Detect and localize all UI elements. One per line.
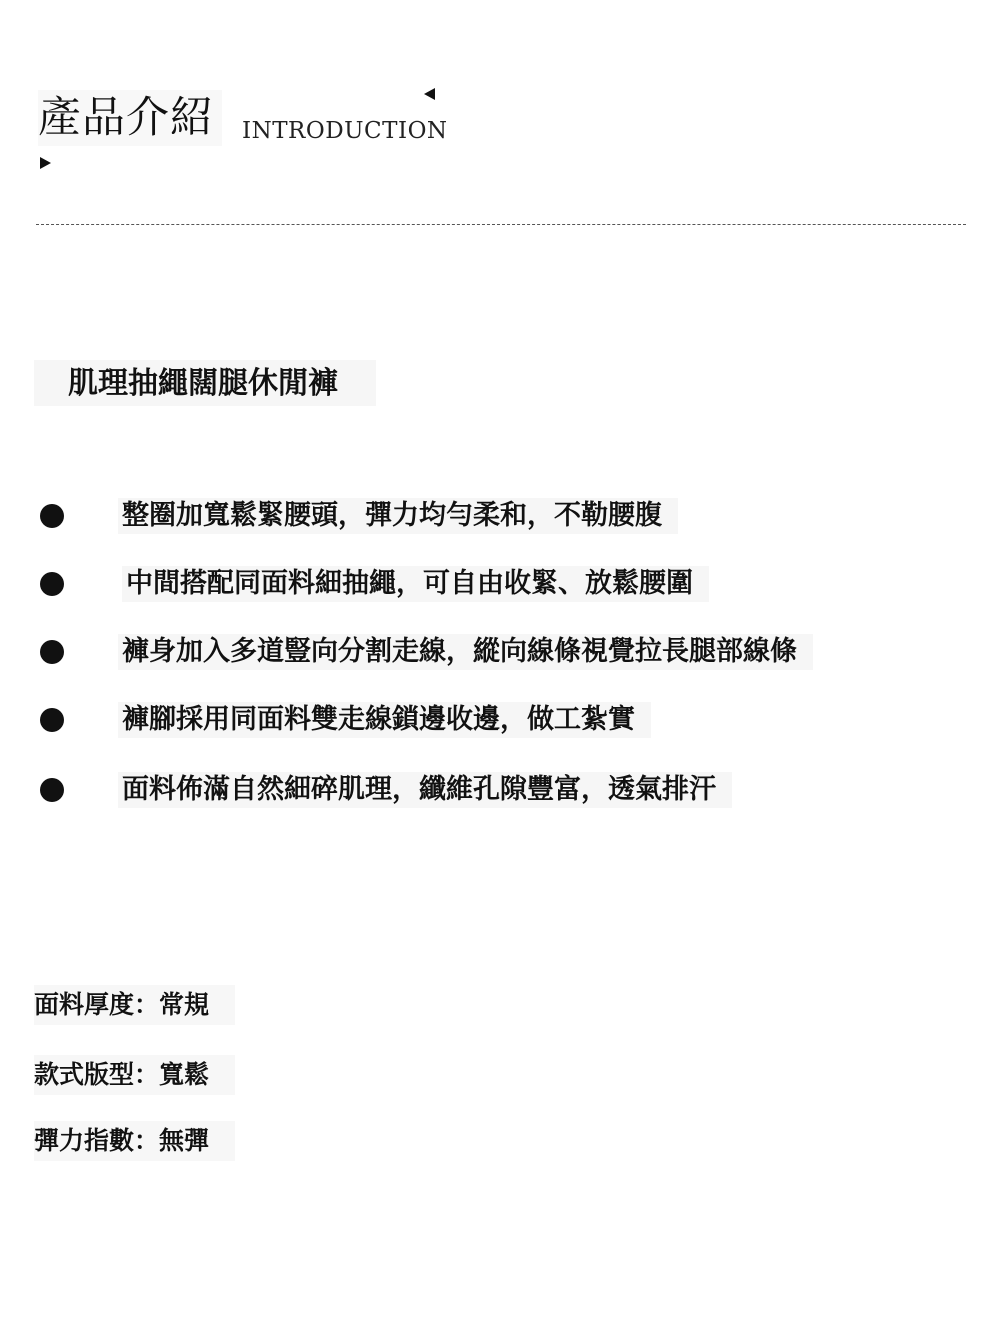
feature-item: [0, 628, 1000, 676]
feature-text: 面料佈滿自然細碎肌理，纖維孔隙豐富，透氣排汗: [118, 772, 732, 808]
bullet-icon: [40, 640, 64, 664]
spec-fit: 款式版型：寬鬆: [34, 1055, 235, 1095]
feature-item: [0, 696, 1000, 744]
triangle-right-icon: [40, 157, 51, 169]
section-header: [34, 88, 454, 178]
feature-item: [0, 560, 1000, 608]
feature-item: [0, 766, 1000, 814]
feature-text: 整圈加寬鬆緊腰頭，彈力均勻柔和，不勒腰腹: [118, 498, 678, 534]
feature-item: [0, 492, 1000, 540]
spec-elasticity: 彈力指數：無彈: [34, 1121, 235, 1161]
dashed-divider: [36, 224, 966, 225]
feature-text: 褲腳採用同面料雙走線鎖邊收邊，做工紮實: [118, 702, 651, 738]
section-subtitle: INTRODUCTION: [242, 118, 448, 144]
product-name: 肌理抽繩闊腿休閒褲: [34, 360, 376, 406]
bullet-icon: [40, 708, 64, 732]
feature-text: 褲身加入多道豎向分割走線，縱向線條視覺拉長腿部線條: [118, 634, 813, 670]
bullet-icon: [40, 504, 64, 528]
section-title: 產品介紹: [38, 90, 222, 146]
feature-text: 中間搭配同面料細抽繩，可自由收緊、放鬆腰圍: [122, 566, 709, 602]
bullet-icon: [40, 778, 64, 802]
spec-thickness: 面料厚度：常規: [34, 985, 235, 1025]
triangle-left-icon: [424, 88, 435, 100]
bullet-icon: [40, 572, 64, 596]
